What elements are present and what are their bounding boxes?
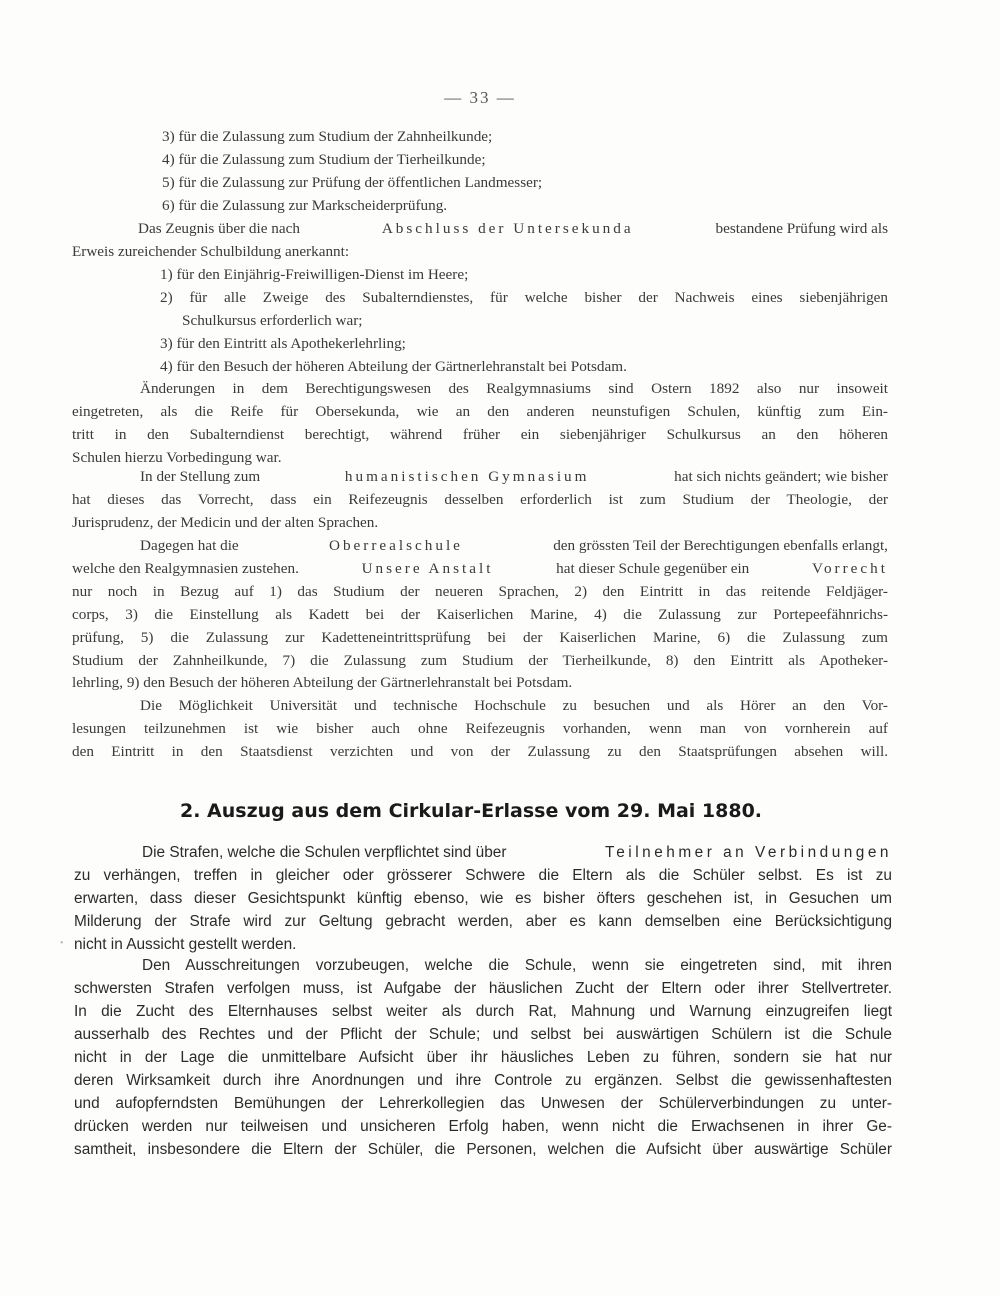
paragraph-line: In die Zucht des Elternhauses selbst weiter als durch Rat, Mahnung und Warnung einzugreifen liegt: [74, 1003, 892, 1020]
paragraph-line: schwersten Strafen verfolgen muss, ist Aufgabe der häuslichen Zucht der Eltern oder ihrer Stellvertreter.: [74, 980, 892, 997]
paragraph-line: corps, 3) die Einstellung als Kadett bei der Kaiserlichen Marine, 4) die Zulassung zur Portepeefähnrichs-: [72, 605, 888, 623]
paragraph-stellung: [72, 466, 888, 535]
paragraph-moeglichkeit: [72, 695, 888, 764]
paragraph-line: und aufopferndsten Bemühungen der Lehrerkollegien das Unwesen der Schülerverbindungen zu unter-: [74, 1095, 892, 1112]
paragraph-line: [72, 218, 888, 241]
text-span: Das Zeugnis über die nach: [138, 220, 300, 237]
paragraph-line: zu verhängen, treffen in gleicher oder grösserer Schwere die Eltern als die Schüler selbst. Es ist zu: [74, 867, 892, 884]
page-number: — 33 —: [444, 88, 516, 107]
emphasized-text: Abschluss der Untersekunda: [381, 220, 634, 237]
emphasized-text: humanistischen Gymnasium: [344, 468, 590, 485]
section-heading: 2. Auszug aus dem Cirkular-Erlasse vom 29. Mai 1880.: [180, 800, 763, 822]
paragraph-line: Studium der Zahnheilkunde, 7) die Zulassung zum Studium der Tierheilkunde, 8) den Eintritt als Apotheker-: [72, 651, 888, 669]
paragraph-line: Die Möglichkeit Universität und technische Hochschule zu besuchen und als Hörer an den Vor-: [140, 697, 888, 714]
bullet-mark: •: [60, 938, 64, 949]
paragraph-line: nur noch in Bezug auf 1) das Studium der neueren Sprachen, 2) den Eintritt in das reitende Feldjäger-: [72, 582, 888, 600]
list-item: Schulkursus erforderlich war;: [182, 311, 363, 329]
paragraph-line: nicht in der Lage die unmittelbare Aufsicht über ihr häusliches Leben zu führen, sondern sie hat nur: [74, 1049, 892, 1066]
text-span: hat dieser Schule gegenüber ein: [556, 559, 750, 577]
paragraph-strafen: [74, 841, 892, 956]
list-item: 4) für die Zulassung zum Studium der Tierheilkunde;: [162, 150, 486, 168]
paragraph-line: lesungen teilzunehmen ist wie bisher auch ohne Reifezeugnis vorhanden, wenn man von vornherein auf: [72, 719, 888, 737]
text-span: Dagegen hat die: [140, 537, 239, 554]
list-item: 4) für den Besuch der höheren Abteilung der Gärtnerlehranstalt bei Potsdam.: [160, 357, 627, 375]
text-span: In der Stellung zum: [140, 468, 261, 485]
list-item: 2) für alle Zweige des Subalterndienstes, für welche bisher der Nachweis eines siebenjährigen: [160, 288, 888, 306]
paragraph-line: Änderungen in dem Berechtigungswesen des Realgymnasiums sind Ostern 1892 also nur insoweit: [140, 380, 888, 397]
emphasized-text: Unsere Anstalt: [361, 559, 494, 577]
list-item: 6) für die Zulassung zur Markscheiderprüfung.: [162, 196, 448, 214]
paragraph-line: nicht in Aussicht gestellt werden.: [74, 936, 297, 953]
text-span: den grössten Teil der Berechtigungen ebenfalls erlangt,: [553, 537, 888, 554]
paragraph-line: Schulen hierzu Vorbedingung war.: [72, 448, 282, 466]
list-top: [162, 126, 722, 218]
emphasized-text: Vorrecht: [811, 559, 888, 577]
paragraph-line: [72, 466, 888, 489]
paragraph-line: [72, 535, 888, 558]
paragraph-line: Den Ausschreitungen vorzubeugen, welche die Schule, wenn sie eingetreten sind, mit ihren: [142, 957, 892, 974]
list-item: 1) für den Einjährig-Freiwilligen-Dienst im Heere;: [160, 266, 469, 283]
emphasized-text: Oberrealschule: [328, 537, 463, 554]
paragraph-line: Milderung der Strafe wird zur Geltung gebracht werden, aber es kann demselben eine Berücksichtigung: [74, 913, 892, 930]
paragraph-line: Erweis zureichender Schulbildung anerkannt:: [72, 242, 350, 260]
paragraph-ausschreitungen: [74, 954, 892, 1161]
paragraph-line: prüfung, 5) die Zulassung zur Kadetteneintrittsprüfung bei der Kaiserlichen Marine, 6) die Zulassung zum: [72, 628, 888, 646]
paragraph-line: [74, 841, 892, 864]
list-item: 3) für den Eintritt als Apothekerlehrling;: [160, 334, 406, 352]
paragraph-line: samtheit, insbesondere die Eltern der Schüler, die Personen, welchen die Aufsicht über auswärtige Schüler: [74, 1141, 892, 1158]
paragraph-line: ausserhalb des Rechtes und der Pflicht der Schule; und selbst bei auswärtigen Schülern ist die Schule: [74, 1026, 892, 1043]
paragraph-line: tritt in den Subalterndienst berechtigt, während früher ein siebenjähriger Schulkursus an den höheren: [72, 425, 888, 443]
paragraph-line: eingetreten, als die Reife für Obersekunda, wie an den anderen neunstufigen Schulen, künftig zum Ein-: [72, 402, 888, 420]
paragraph-line: [72, 558, 888, 581]
paragraph-aenderungen: [72, 378, 888, 470]
text-span: bestandene Prüfung wird als: [715, 220, 888, 237]
paragraph-line: drücken werden nur teilweisen und unsicheren Erfolg haben, wenn nicht die Erwachsenen in ihrer Ge-: [74, 1118, 892, 1135]
paragraph-line: deren Wirksamkeit durch ihre Anordnungen und ihre Controle zu ergänzen. Selbst die gewissenhaftesten: [74, 1072, 892, 1089]
text-span: hat sich nichts geändert; wie bisher: [674, 468, 888, 485]
paragraph-zeugnis: [72, 218, 888, 264]
list-zeugnis: [160, 264, 888, 379]
list-item: 5) für die Zulassung zur Prüfung der öffentlichen Landmesser;: [162, 173, 543, 191]
list-item: 3) für die Zulassung zum Studium der Zahnheilkunde;: [162, 128, 493, 145]
emphasized-text: Teilnehmer an Verbindungen: [605, 844, 892, 861]
text-span: welche den Realgymnasien zustehen.: [72, 559, 299, 577]
paragraph-line: Jurisprudenz, der Medicin und der alten Sprachen.: [72, 513, 379, 531]
paragraph-line: erwarten, dass dieser Gesichtspunkt künftig ebenso, wie es bisher öfters geschehen ist, in Gesuchen um: [74, 890, 892, 907]
paragraph-dagegen: [72, 535, 888, 695]
paragraph-line: den Eintritt in den Staatsdienst verzichten und von der Zulassung zu den Staatsprüfungen absehen will.: [72, 742, 888, 760]
paragraph-line: lehrling, 9) den Besuch der höheren Abteilung der Gärtnerlehranstalt bei Potsdam.: [72, 674, 573, 692]
paragraph-line: hat dieses das Vorrecht, dass ein Reifezeugnis desselben erforderlich ist zum Studium der Theologie, der: [72, 490, 888, 508]
text-span: Die Strafen, welche die Schulen verpflichtet sind über: [142, 844, 507, 861]
